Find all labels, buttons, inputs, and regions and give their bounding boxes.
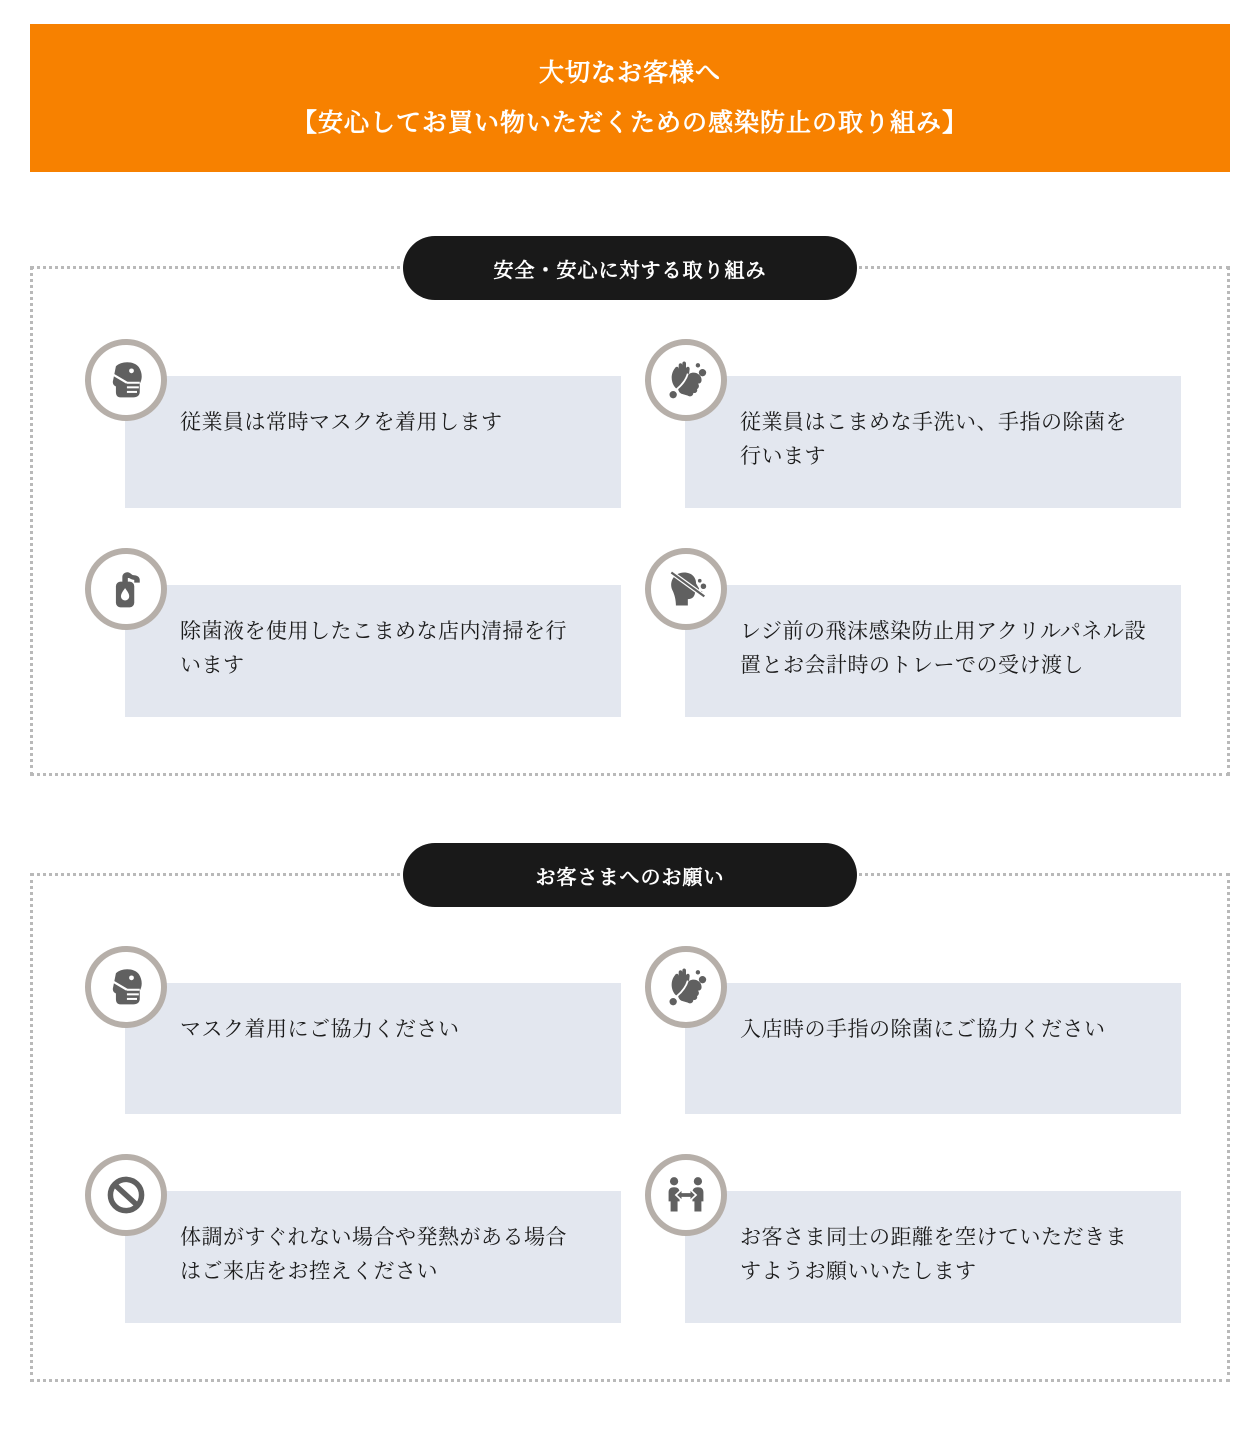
mask-face-icon: [85, 339, 167, 421]
item-text: 体調がすぐれない場合や発熱がある場合はご来店をお控えください: [180, 1226, 567, 1283]
list-item: [645, 339, 1181, 508]
list-item: [85, 339, 621, 508]
item-text: 従業員はこまめな手洗い、手指の除菌を行います: [740, 411, 1127, 468]
list-item: [85, 1154, 621, 1323]
hand-wash-icon: [645, 946, 727, 1028]
item-text: 従業員は常時マスクを着用します: [180, 411, 503, 434]
list-item: [85, 548, 621, 717]
section-badge: お客さまへのお願い: [403, 843, 857, 907]
item-card: [685, 376, 1181, 508]
droplet-block-icon: [645, 548, 727, 630]
prohibition-icon: [85, 1154, 167, 1236]
item-text: 除菌液を使用したこまめな店内清掃を行います: [180, 620, 567, 677]
item-card: [125, 585, 621, 717]
mask-face-icon: [85, 946, 167, 1028]
list-item: [85, 946, 621, 1114]
item-card: [125, 1191, 621, 1323]
item-card: [685, 1191, 1181, 1323]
item-text: お客さま同士の距離を空けていただきますようお願いいたします: [740, 1226, 1127, 1283]
hand-wash-icon: [645, 339, 727, 421]
item-text: マスク着用にご協力ください: [180, 1018, 460, 1041]
banner-title-line1: 大切なお客様へ: [538, 59, 721, 87]
section-customer-requests: [30, 866, 1230, 1382]
item-card: [125, 983, 621, 1114]
notice-page: [30, 0, 1230, 1406]
item-card: [685, 585, 1181, 717]
section-badge: 安全・安心に対する取り組み: [403, 236, 857, 300]
item-card: [685, 983, 1181, 1114]
item-card: [125, 376, 621, 508]
header-banner: [30, 24, 1230, 172]
list-item: [645, 548, 1181, 717]
section-safety-initiatives: [30, 259, 1230, 776]
banner-title-line2: 【安心してお買い物いただくための感染防止の取り組み】: [291, 109, 968, 137]
spray-bottle-icon: [85, 548, 167, 630]
list-item: [645, 946, 1181, 1114]
item-text: レジ前の飛沫感染防止用アクリルパネル設置とお会計時のトレーでの受け渡し: [740, 620, 1146, 677]
social-distance-icon: [645, 1154, 727, 1236]
items-grid: [85, 946, 1181, 1323]
items-grid: [85, 339, 1181, 717]
item-text: 入店時の手指の除菌にご協力ください: [740, 1018, 1106, 1041]
list-item: [645, 1154, 1181, 1323]
